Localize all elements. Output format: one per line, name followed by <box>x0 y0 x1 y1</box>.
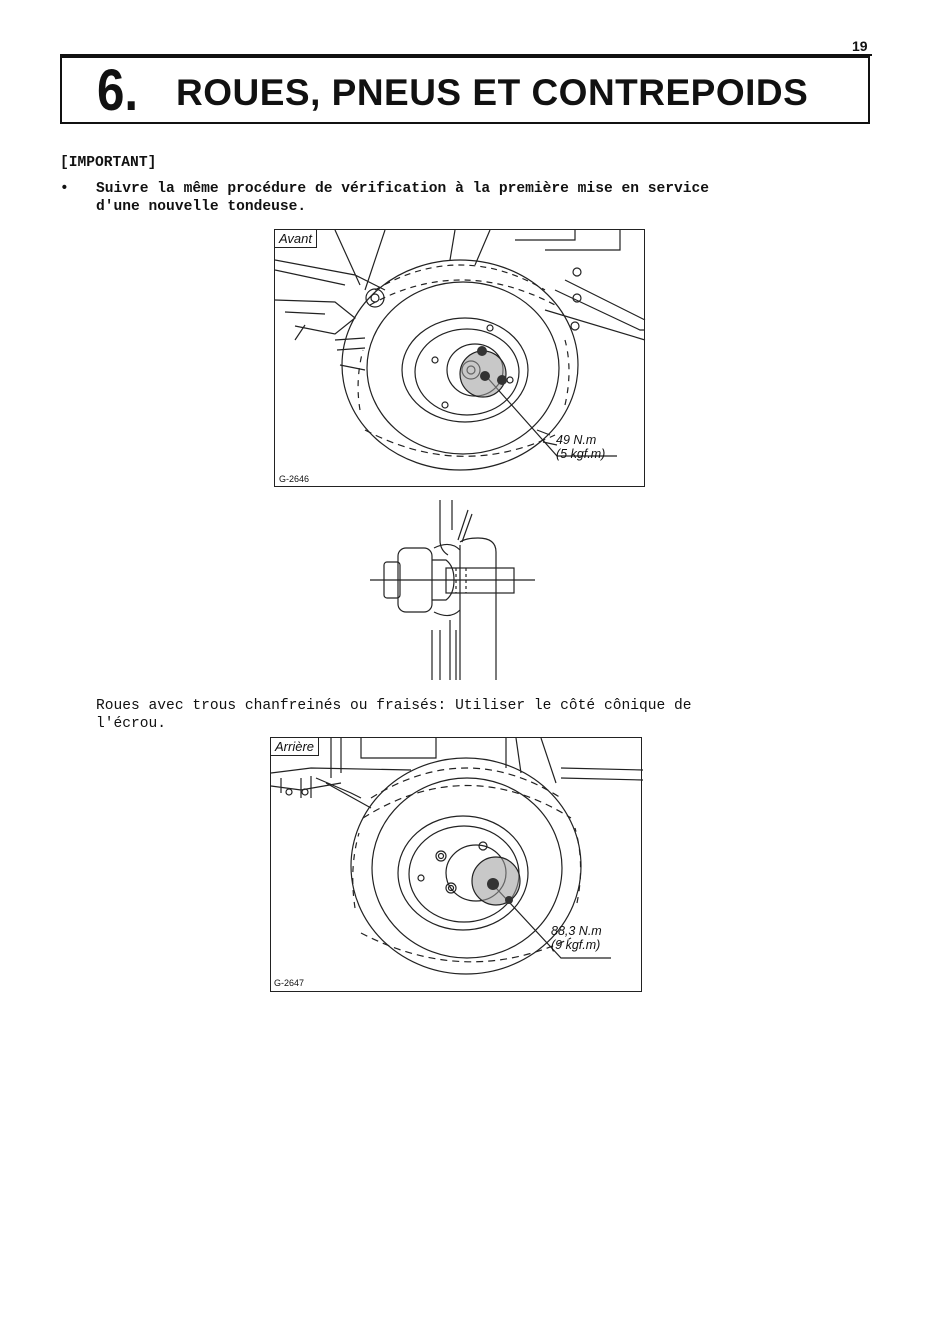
nut-note-line1: Roues avec trous chanfreinés ou fraisés: Utiliser le côté cônique de <box>96 698 692 714</box>
rear-figure-label: Arrière <box>271 738 319 756</box>
important-text-line2: d'une nouvelle tondeuse. <box>96 199 307 215</box>
front-figure-code: G-2646 <box>279 474 310 484</box>
front-torque-nm: 49 N.m <box>556 433 597 447</box>
rear-wheel-figure <box>270 737 642 992</box>
front-torque-kgfm: (5 kgf.m) <box>556 447 606 461</box>
front-wheel-figure <box>274 229 645 487</box>
section-title: ROUES, PNEUS ET CONTREPOIDS <box>176 72 809 113</box>
section-number: 6. <box>97 58 139 123</box>
nut-detail-diagram <box>370 500 550 690</box>
important-text-line1: Suivre la même procédure de vérification à la première mise en service <box>96 181 710 197</box>
nut-note-line2: l'écrou. <box>96 716 167 732</box>
front-figure-label: Avant <box>275 230 317 248</box>
bullet-marker: • <box>60 181 69 197</box>
important-heading: [IMPORTANT] <box>60 155 157 171</box>
rear-torque-kgfm: (9 kgf.m) <box>551 938 601 952</box>
rear-figure-code: G-2647 <box>274 978 305 988</box>
rear-wheel-drawing <box>271 738 643 993</box>
rear-torque-nm: 88,3 N.m <box>551 924 602 938</box>
page-number: 19 <box>852 38 868 54</box>
